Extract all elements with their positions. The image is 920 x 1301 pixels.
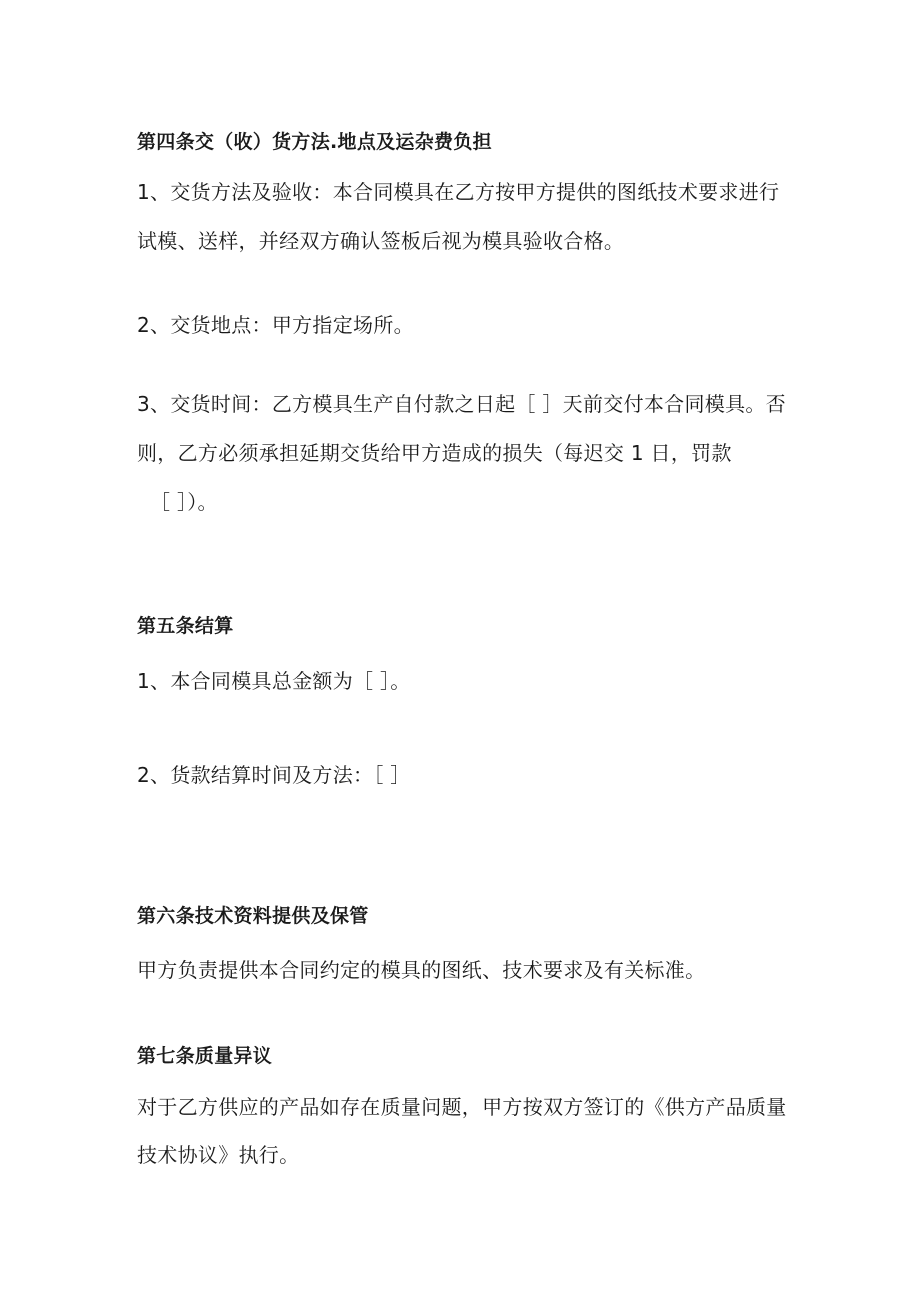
section-4-item-3-line-3: ［ ］）。 <box>150 490 218 514</box>
section-4-item-2-line-1: 2、交货地点：甲方指定场所。 <box>137 313 414 337</box>
section-5-heading: 第五条结算 <box>137 615 234 637</box>
section-6-heading: 第六条技术资料提供及保管 <box>137 905 369 927</box>
section-4-heading: 第四条交（收）货方法.地点及运杂费负担 <box>137 131 492 153</box>
section-7-item-1-line-2: 技术协议》执行。 <box>137 1143 300 1167</box>
section-5-item-1-line-1: 1、本合同模具总金额为［ ］。 <box>137 669 411 693</box>
section-4-item-3-line-2: 则，乙方必须承担延期交货给甲方造成的损失（每迟交 1 日，罚款 <box>137 441 732 465</box>
section-4-item-1-line-2: 试模、送样，并经双方确认签板后视为模具验收合格。 <box>137 229 625 253</box>
section-7-heading: 第七条质量异议 <box>137 1045 273 1067</box>
section-4-item-3-line-1: 3、交货时间：乙方模具生产自付款之日起［ ］天前交付本合同模具。否 <box>137 392 786 416</box>
section-6-item-1-line-1: 甲方负责提供本合同约定的模具的图纸、技术要求及有关标准。 <box>137 958 706 982</box>
section-7-item-1-line-1: 对于乙方供应的产品如存在质量问题，甲方按双方签订的《供方产品质量 <box>137 1095 787 1119</box>
section-5-item-2-line-1: 2、货款结算时间及方法：［ ］ <box>137 763 411 787</box>
section-4-item-1-line-1: 1、交货方法及验收：本合同模具在乙方按甲方提供的图纸技术要求进行 <box>137 180 780 204</box>
